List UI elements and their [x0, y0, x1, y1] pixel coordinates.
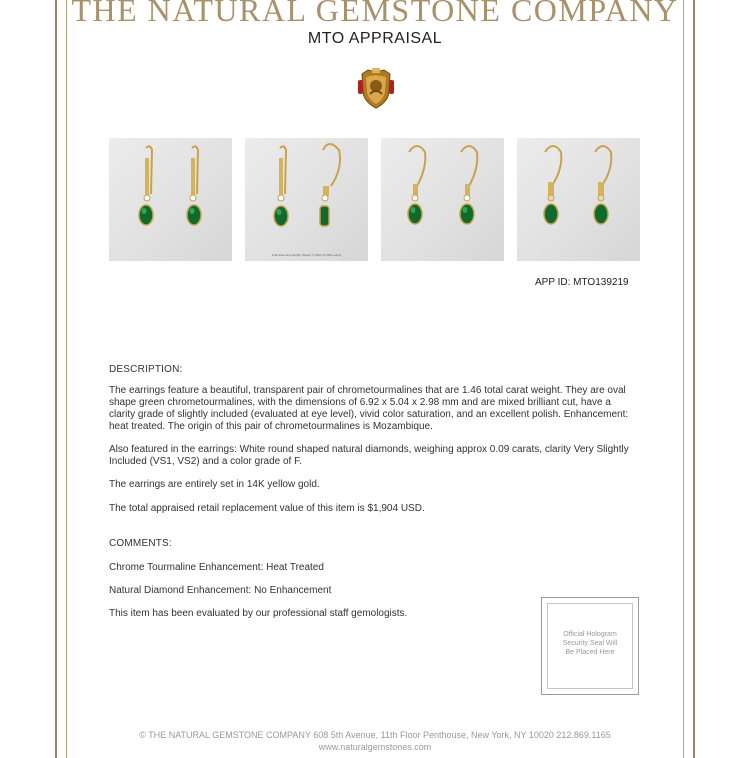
appraised-value: The total appraised retail replacement value of this item is $1,904 USD.: [109, 503, 425, 514]
document-subtitle: MTO APPRAISAL: [307, 30, 443, 47]
description-label: DESCRIPTION:: [109, 364, 183, 375]
seal-line-3: Be Placed Here: [565, 649, 615, 656]
seal-line-2: Security Seal Will: [562, 640, 618, 647]
company-name: THE NATURAL GEMSTONE COMPANY: [71, 0, 679, 28]
earring-photo-front: [109, 138, 232, 261]
photo-caption: Total Diamond Weight Shown: 0.09tw (0.045ct each): [271, 253, 342, 257]
description-paragraph-3: The earrings are entirely set in 14K yellow gold.: [109, 479, 320, 490]
earring-photo-angled: [381, 138, 504, 261]
comment-1: Chrome Tourmaline Enhancement: Heat Treated: [109, 562, 324, 573]
app-id: APP ID: MTO139219: [535, 277, 629, 288]
comments-label: COMMENTS:: [109, 538, 172, 549]
description-paragraph-1: The earrings feature a beautiful, transparent pair of chrometourmalines that are 1.46 total carat weight. They are oval shape green chrometourmalines, with the dimensions of 6.92 x 5.04 x 2.98 mm and are mixed brilliant cut, have a clarity grade of slightly included (evaluated at eye level), vivid color saturation, and an excellent polish. Enhancement: heat treated. The origin of this pair of chrometourmalines is Mozambique.: [109, 385, 629, 432]
footer-address: © THE NATURAL GEMSTONE COMPANY 608 5th Avenue, 11th Floor Penthouse, New York, NY 10020 212.869.1165: [139, 730, 611, 740]
description-paragraph-2: Also featured in the earrings: White round shaped natural diamonds, weighing approx 0.09 carats, clarity Very Slightly Included (VS1, VS2) and a color grade of F.: [109, 444, 629, 467]
gold-crest-icon: [356, 66, 396, 110]
comment-3: This item has been evaluated by our professional staff gemologists.: [109, 608, 408, 619]
hologram-seal-placeholder: [541, 597, 639, 695]
footer: [0, 729, 750, 753]
comment-2: Natural Diamond Enhancement: No Enhancement: [109, 585, 332, 596]
earring-photo-back: [517, 138, 640, 261]
earring-photo-side: [245, 138, 368, 261]
seal-text: [542, 630, 638, 657]
seal-line-1: Official Hologram: [563, 631, 617, 638]
footer-website: www.naturalgemstones.com: [318, 742, 432, 752]
